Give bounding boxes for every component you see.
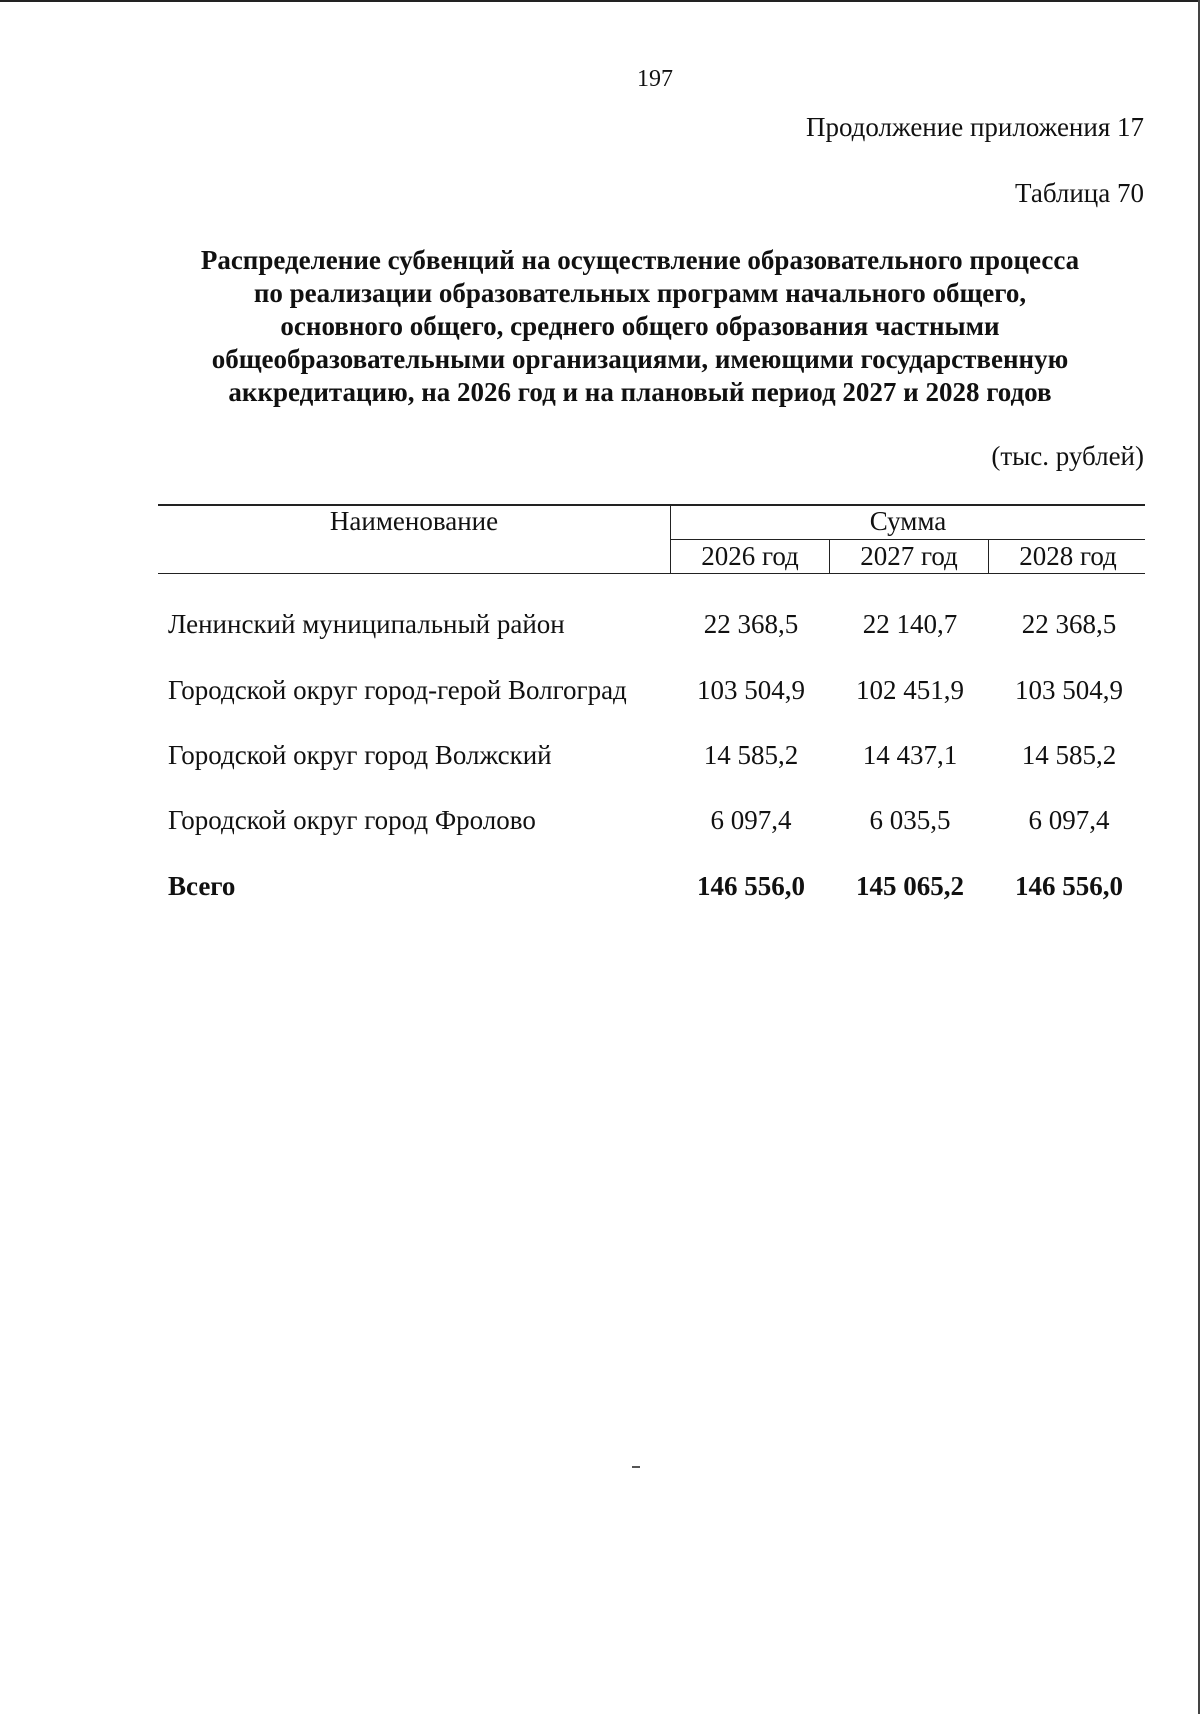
table-number: Таблица 70: [1015, 178, 1144, 208]
row-value-2028: 14 585,2: [1021, 740, 1117, 770]
page-border-top: [0, 0, 1200, 2]
total-value-2027: 145 065,2: [856, 871, 964, 901]
header-name: Наименование: [329, 506, 499, 536]
row-name: Ленинский муниципальный район: [168, 609, 565, 639]
row-value-2028: 22 368,5: [1021, 609, 1117, 639]
row-name: Городской округ город Волжский: [168, 740, 552, 770]
appendix-note: Продолжение приложения 17: [805, 112, 1144, 142]
page-number: 197: [637, 66, 673, 92]
sum-divider-rule: [671, 539, 1145, 540]
row-value-2028: 6 097,4: [1028, 805, 1110, 835]
row-value-2027: 102 451,9: [856, 675, 964, 705]
header-year-2028: 2028 год: [1019, 541, 1117, 571]
total-label: Всего: [168, 871, 236, 901]
header-sum: Сумма: [869, 506, 947, 536]
row-value-2026: 14 585,2: [703, 740, 799, 770]
table-header-bottom-rule: [158, 573, 1145, 574]
total-value-2026: 146 556,0: [697, 871, 805, 901]
row-value-2026: 22 368,5: [703, 609, 799, 639]
title-line: общеобразовательными организациями, имеющими государственную: [211, 344, 1069, 374]
scan-artifact: [632, 1466, 640, 1468]
header-year-2026: 2026 год: [701, 541, 799, 571]
title-line: Распределение субвенций на осуществление образовательного процесса: [200, 245, 1080, 275]
row-value-2027: 14 437,1: [862, 740, 958, 770]
title-line: основного общего, среднего общего образования частными: [280, 311, 1000, 341]
row-value-2028: 103 504,9: [1015, 675, 1123, 705]
title-line: по реализации образовательных программ начального общего,: [253, 278, 1027, 308]
title-line: аккредитацию, на 2026 год и на плановый период 2027 и 2028 годов: [228, 377, 1052, 407]
row-value-2027: 22 140,7: [862, 609, 958, 639]
row-value-2026: 6 097,4: [710, 805, 792, 835]
row-name: Городской округ город Фролово: [168, 805, 536, 835]
row-value-2027: 6 035,5: [869, 805, 951, 835]
header-year-2027: 2027 год: [860, 541, 958, 571]
units-label: (тыс. рублей): [991, 441, 1144, 471]
document-title: [160, 244, 1120, 409]
row-value-2026: 103 504,9: [697, 675, 805, 705]
total-value-2028: 146 556,0: [1015, 871, 1123, 901]
row-name: Городской округ город-герой Волгоград: [168, 675, 627, 705]
